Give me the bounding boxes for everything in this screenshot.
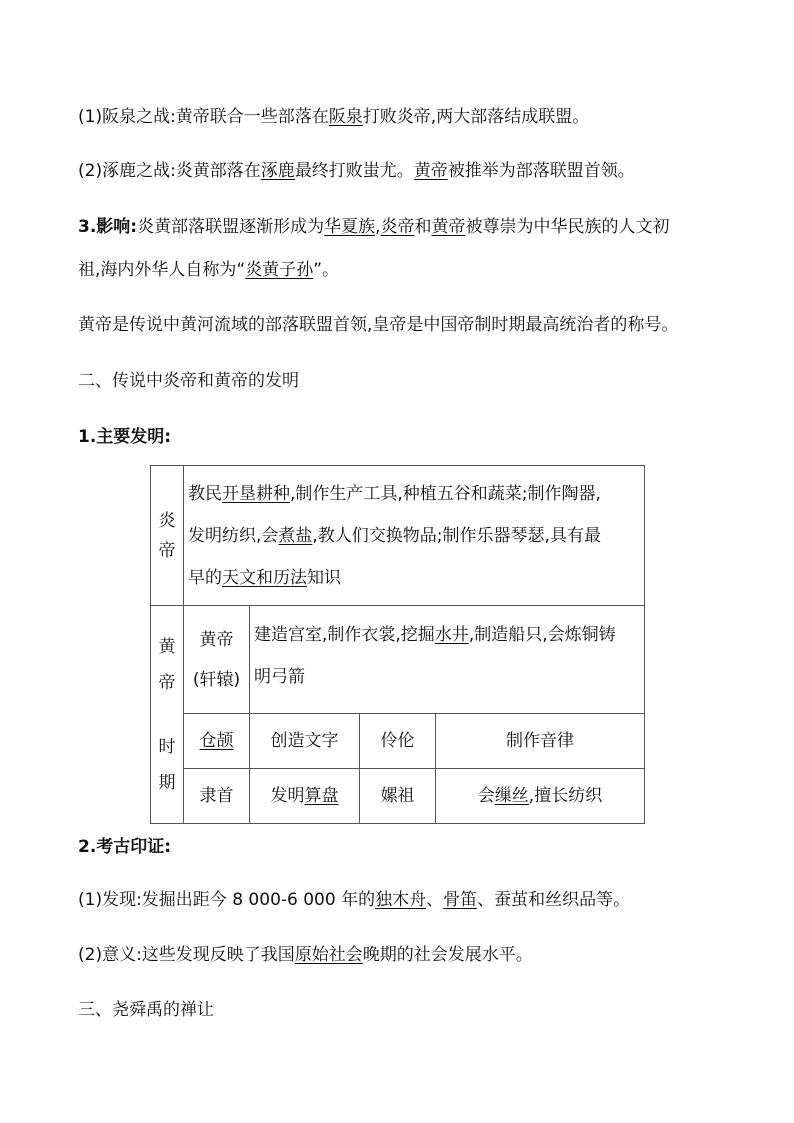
underlined-term: 开垦耕种 — [222, 483, 290, 504]
underlined-term: 原始社会 — [294, 945, 363, 965]
person-cell: 嫘祖 — [360, 769, 436, 824]
underlined-term: 炎黄子孙 — [245, 260, 314, 280]
underlined-term: 煮盐 — [278, 525, 313, 546]
underlined-term: 阪泉 — [328, 107, 363, 127]
yandi-label-cell: 炎 帝 — [151, 466, 184, 606]
underlined-term: 骨笛 — [443, 890, 478, 910]
influence-label: 3.影响: — [78, 217, 138, 237]
person-cell: 伶伦 — [360, 714, 436, 769]
invention-cell: 创造文字 — [250, 714, 360, 769]
table-row — [151, 466, 645, 606]
discovery-line: (1)发现:发掘出距今 8 000-6 000 年的独木舟、骨笛、蚕茧和丝织品等。 — [78, 890, 631, 910]
underlined-term: 炎帝 — [380, 217, 415, 237]
invention-cell: 发明算盘 — [250, 769, 360, 824]
yandi-description-cell: 教民开垦耕种,制作生产工具,种植五谷和蔬菜;制作陶器, 发明纺织,会煮盐,教人们交换物品;制作乐器琴瑟,具有最 早的天文和历法知识 — [184, 466, 645, 606]
significance-line: (2)意义:这些发现反映了我国原始社会晚期的社会发展水平。 — [78, 945, 533, 965]
person-cell: 仓颉 — [184, 714, 250, 769]
huangdi-name-cell: 黄帝 (轩辕) — [184, 606, 250, 714]
subheading-archaeology: 2.考古印证: — [78, 837, 172, 857]
huangdi-description-cell: 建造宫室,制作衣裳,挖掘水井,制造船只,会炼铜铸 明弓箭 — [250, 606, 645, 714]
invention-cell: 会缫丝,擅长纺织 — [436, 769, 645, 824]
huangdi-period-label-cell: 黄 帝 时 期 — [151, 606, 184, 824]
underlined-term: 华夏族 — [324, 217, 376, 237]
invention-cell: 制作音律 — [436, 714, 645, 769]
underlined-term: 算盘 — [304, 786, 339, 806]
table-row — [151, 769, 645, 824]
underlined-term: 独木舟 — [375, 890, 427, 910]
person-cell: 隶首 — [184, 769, 250, 824]
underlined-term: 天文和历法 — [222, 567, 307, 588]
underlined-term: 黄帝 — [431, 217, 466, 237]
influence-line-2: 祖,海内外华人自称为“炎黄子孙”。 — [78, 260, 340, 280]
section-heading: 三、尧舜禹的禅让 — [78, 1000, 214, 1020]
item-banquan-battle: (1)阪泉之战:黄帝联合一些部落在阪泉打败炎帝,两大部落结成联盟。 — [78, 107, 590, 127]
underlined-term: 缫丝 — [494, 786, 529, 806]
subheading-main-inventions: 1.主要发明: — [78, 427, 172, 447]
table-row — [151, 714, 645, 769]
underlined-term: 黄帝 — [413, 161, 448, 181]
section-heading: 二、传说中炎帝和黄帝的发明 — [78, 371, 299, 391]
item-zhuolu-battle: (2)涿鹿之战:炎黄部落在涿鹿最终打败蚩尤。黄帝被推举为部落联盟首领。 — [78, 161, 635, 181]
influence-line-1: 3.影响:炎黄部落联盟逐渐形成为华夏族,炎帝和黄帝被尊崇为中华民族的人文初 — [78, 217, 670, 237]
underlined-term: 水井 — [434, 625, 469, 645]
note-paragraph: 黄帝是传说中黄河流域的部落联盟首领,皇帝是中国帝制时期最高统治者的称号。 — [78, 315, 679, 335]
underlined-term: 涿鹿 — [260, 161, 295, 181]
table-row — [151, 606, 645, 714]
inventions-table — [150, 465, 645, 824]
